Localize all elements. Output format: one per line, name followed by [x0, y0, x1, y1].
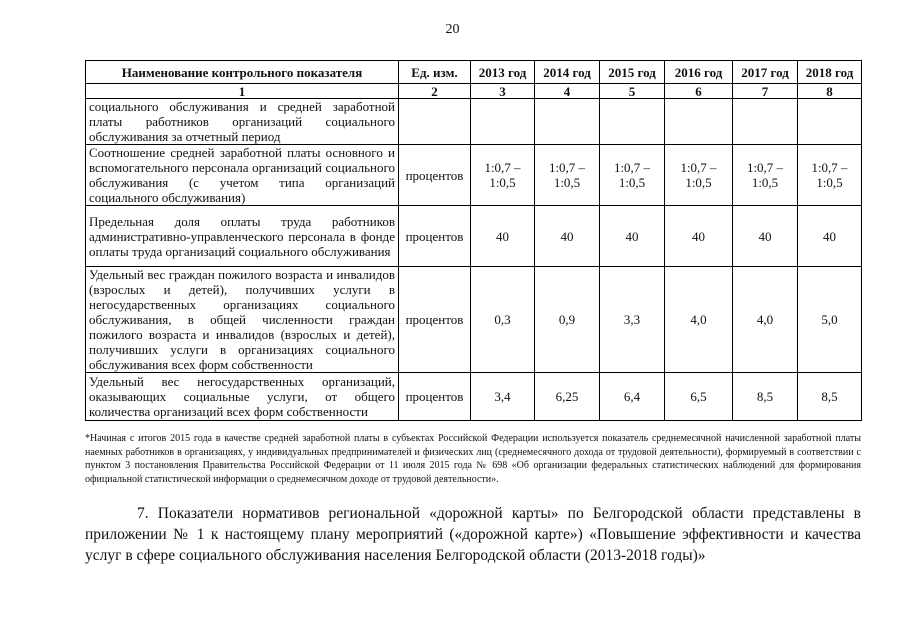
indicator-name: социального обслуживания и средней заработной платы работников организаций социального обслуживания за отчетный период: [86, 99, 399, 145]
column-header: 2015 год: [600, 61, 665, 84]
indicator-value: [798, 99, 862, 145]
indicator-name: Удельный вес негосударственных организаций, оказывающих социальные услуги, от общего количества организаций всех форм собственности: [86, 373, 399, 421]
column-number: 1: [86, 84, 399, 99]
indicator-value: [535, 99, 600, 145]
indicator-unit: [399, 99, 471, 145]
indicator-value: 40: [535, 206, 600, 267]
indicator-value: 6,5: [665, 373, 733, 421]
indicator-value: 40: [471, 206, 535, 267]
column-number: 8: [798, 84, 862, 99]
indicator-value: 8,5: [733, 373, 798, 421]
indicator-value: 3,3: [600, 267, 665, 373]
body-paragraph: 7. Показатели нормативов региональной «дорожной карты» по Белгородской области представлены в приложении № 1 к настоящему плану мероприятий («дорожной карте») «Повышение эффективности и качества услуг в сфере социального обслуживания населения Белгородской области (2013-2018 годы)»: [85, 505, 861, 564]
indicator-value: [733, 99, 798, 145]
footnote: *Начиная с итогов 2015 года в качестве средней заработной платы в субъектах Российской Федерации используется показатель среднемесячной начисленной заработной платы наемных работников в организациях, у индивидуальных предпринимателей и физических лиц (среднемесячного дохода от трудовой деятельности), формируемый в соответствии с пунктом 3 постановления Правительства Российской Федерации от 11 июля 2015 года № 698 «Об организации федеральных статистических наблюдений для формирования официальной статистической информации о среднемесячном доходе от трудовой деятельности».: [85, 433, 861, 485]
indicator-name: Предельная доля оплаты труда работников административно-управленческого персонала в фонде оплаты труда организаций социального обслуживания: [86, 206, 399, 267]
column-number: 4: [535, 84, 600, 99]
indicator-value: 0,9: [535, 267, 600, 373]
column-header: 2013 год: [471, 61, 535, 84]
indicator-value: [665, 99, 733, 145]
indicator-value: 1:0,7 – 1:0,5: [733, 145, 798, 206]
indicator-value: 0,3: [471, 267, 535, 373]
table-header-row: [86, 61, 862, 84]
indicator-value: 6,4: [600, 373, 665, 421]
table-row: [86, 99, 862, 145]
column-header: 2014 год: [535, 61, 600, 84]
table-row: [86, 145, 862, 206]
column-header: 2018 год: [798, 61, 862, 84]
table-row: [86, 373, 862, 421]
indicator-value: 40: [733, 206, 798, 267]
column-header: 2017 год: [733, 61, 798, 84]
indicator-value: [471, 99, 535, 145]
indicator-unit: процентов: [399, 373, 471, 421]
indicator-value: 1:0,7 – 1:0,5: [600, 145, 665, 206]
indicator-unit: процентов: [399, 267, 471, 373]
column-header: Наименование контрольного показателя: [86, 61, 399, 84]
column-header: 2016 год: [665, 61, 733, 84]
page-number: 20: [445, 22, 460, 37]
indicator-value: 1:0,7 – 1:0,5: [535, 145, 600, 206]
indicator-value: [600, 99, 665, 145]
table-row: [86, 206, 862, 267]
indicator-value: 1:0,7 – 1:0,5: [798, 145, 862, 206]
indicator-value: 40: [798, 206, 862, 267]
column-number: 5: [600, 84, 665, 99]
column-header: Ед. изм.: [399, 61, 471, 84]
indicator-unit: процентов: [399, 145, 471, 206]
indicator-value: 6,25: [535, 373, 600, 421]
indicators-table: [85, 60, 862, 421]
indicator-value: 3,4: [471, 373, 535, 421]
indicator-name: Удельный вес граждан пожилого возраста и инвалидов (взрослых и детей), получивших услуги в негосударственных организациях социального обслуживания, в общей численности граждан пожилого возраста и инвалидов (взрослых и детей), получивших услуги в организациях социального обслуживания всех форм собственности: [86, 267, 399, 373]
indicator-name: Соотношение средней заработной платы основного и вспомогательного персонала организаций социального обслуживания (с учетом типа организаций социального обслуживания): [86, 145, 399, 206]
indicator-value: 8,5: [798, 373, 862, 421]
indicator-value: 1:0,7 – 1:0,5: [471, 145, 535, 206]
indicator-value: 5,0: [798, 267, 862, 373]
indicator-value: 40: [665, 206, 733, 267]
column-number: 2: [399, 84, 471, 99]
column-number-row: [86, 84, 862, 99]
column-number: 3: [471, 84, 535, 99]
indicator-value: 4,0: [665, 267, 733, 373]
indicator-value: 40: [600, 206, 665, 267]
table-row: [86, 267, 862, 373]
indicator-value: 1:0,7 – 1:0,5: [665, 145, 733, 206]
indicator-unit: процентов: [399, 206, 471, 267]
column-number: 6: [665, 84, 733, 99]
column-number: 7: [733, 84, 798, 99]
indicator-value: 4,0: [733, 267, 798, 373]
